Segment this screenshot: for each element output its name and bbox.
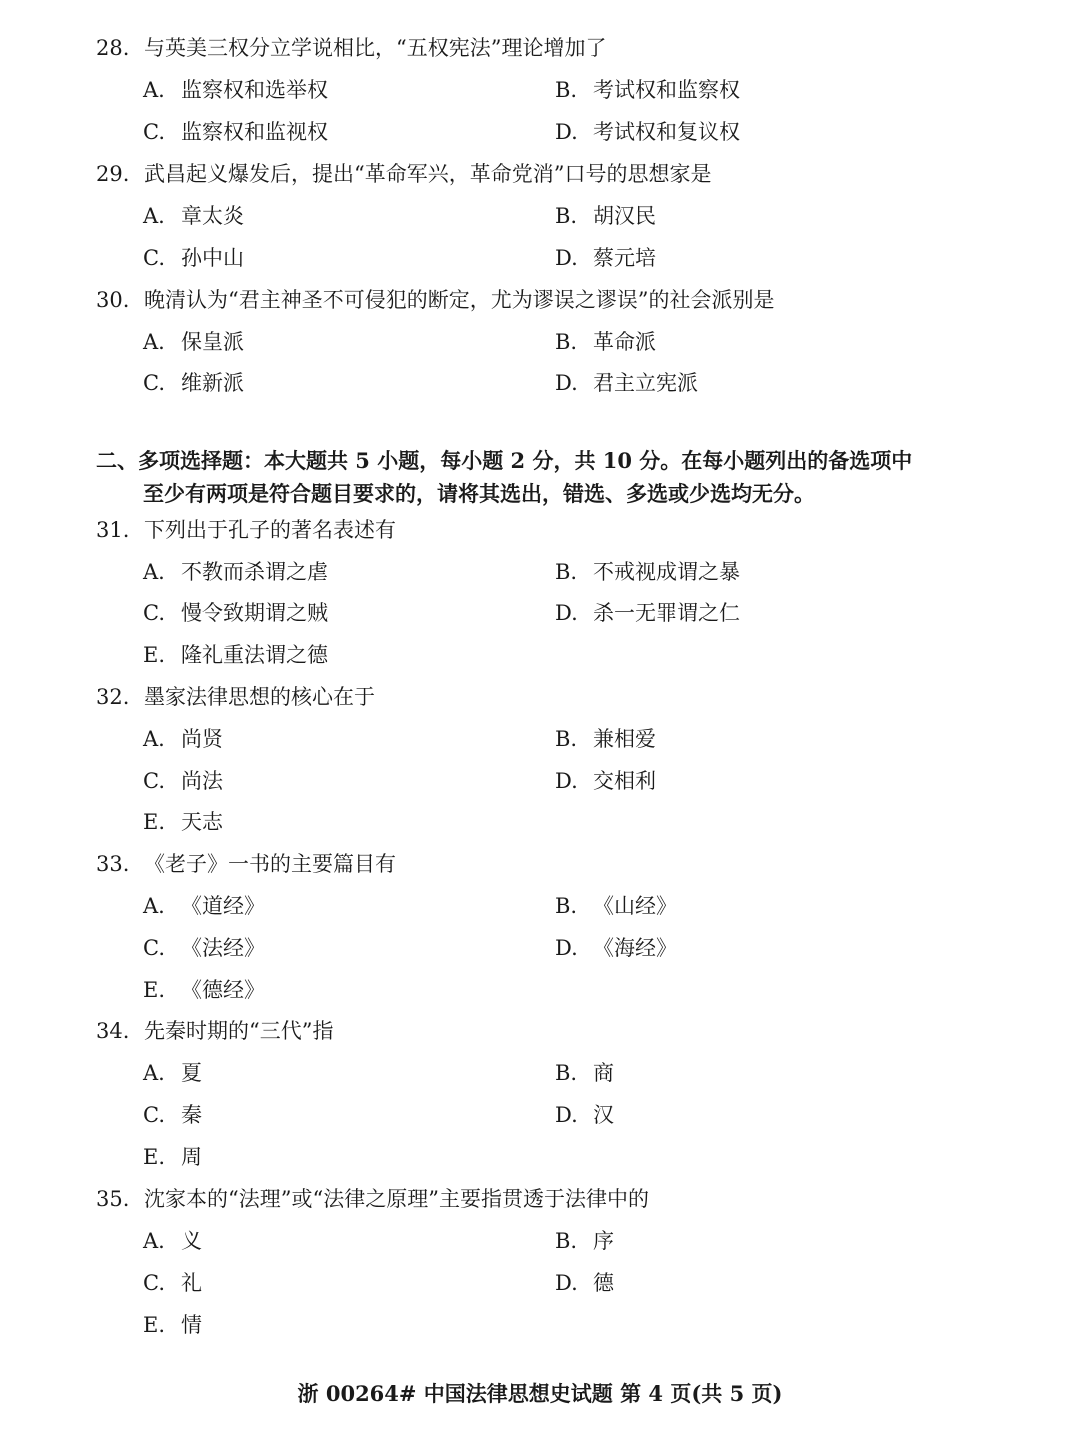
text-label: 孙中山 bbox=[181, 246, 244, 270]
option-letter: D. bbox=[555, 120, 578, 144]
question-32-option-c bbox=[143, 767, 223, 795]
question-30-stem bbox=[96, 286, 774, 314]
question-31-option-c bbox=[143, 599, 328, 627]
question-33-option-a bbox=[143, 892, 265, 920]
text-label: 监察权和选举权 bbox=[181, 78, 328, 102]
text-label: 交相利 bbox=[593, 769, 656, 793]
option-letter: A. bbox=[143, 560, 165, 584]
question-32-option-b bbox=[555, 725, 656, 753]
option-letter: B. bbox=[555, 78, 578, 102]
question-32-option-e bbox=[143, 808, 223, 836]
question-28-option-c bbox=[143, 118, 328, 146]
option-letter: E. bbox=[143, 1313, 166, 1337]
question-34-stem bbox=[96, 1017, 333, 1045]
option-letter: C. bbox=[143, 246, 165, 270]
option-letter: D. bbox=[555, 246, 578, 270]
question-30-option-d bbox=[555, 369, 698, 397]
question-28-stem bbox=[96, 34, 606, 62]
text-label: 蔡元培 bbox=[593, 246, 656, 270]
text-label: 《道经》 bbox=[181, 894, 265, 918]
question-34-option-a bbox=[143, 1059, 202, 1087]
question-35-option-b bbox=[555, 1227, 614, 1255]
option-letter: A. bbox=[143, 1061, 165, 1085]
question-number: 31. bbox=[96, 518, 130, 542]
text-label: 秦 bbox=[181, 1103, 202, 1127]
question-31-option-b bbox=[555, 558, 740, 586]
question-32-option-d bbox=[555, 767, 656, 795]
text-label: 天志 bbox=[181, 810, 223, 834]
question-35-option-a bbox=[143, 1227, 202, 1255]
question-32-stem bbox=[96, 683, 375, 711]
text-label: 义 bbox=[181, 1229, 202, 1253]
question-30-option-a bbox=[143, 328, 244, 356]
question-33-stem bbox=[96, 850, 396, 878]
text-label: 不戒视成谓之暴 bbox=[593, 560, 740, 584]
text-label: 兼相爱 bbox=[593, 727, 656, 751]
question-31-option-d bbox=[555, 599, 740, 627]
question-number: 34. bbox=[96, 1019, 130, 1043]
question-33-option-b bbox=[555, 892, 677, 920]
text-label: 与英美三权分立学说相比，“五权宪法”理论增加了 bbox=[144, 36, 607, 60]
text-label: 君主立宪派 bbox=[593, 371, 698, 395]
question-35-option-c bbox=[143, 1269, 202, 1297]
option-letter: B. bbox=[555, 1061, 578, 1085]
text-label: 《老子》一书的主要篇目有 bbox=[144, 852, 396, 876]
option-letter: A. bbox=[143, 727, 165, 751]
text-label: 尚贤 bbox=[181, 727, 223, 751]
text-label: 维新派 bbox=[181, 371, 244, 395]
option-letter: C. bbox=[143, 371, 165, 395]
question-33-option-d bbox=[555, 934, 677, 962]
text-label: 下列出于孔子的著名表述有 bbox=[144, 518, 396, 542]
option-letter: C. bbox=[143, 936, 165, 960]
option-letter: C. bbox=[143, 1271, 165, 1295]
question-number: 29. bbox=[96, 162, 130, 186]
text-label: 保皇派 bbox=[181, 330, 244, 354]
section-heading-multiple-choice bbox=[96, 444, 912, 510]
option-letter: D. bbox=[555, 1103, 578, 1127]
section-heading-line2: 至少有两项是符合题目要求的，请将其选出，错选、多选或少选均无分。 bbox=[143, 481, 815, 506]
question-31-option-e bbox=[143, 641, 328, 669]
text-label: 墨家法律思想的核心在于 bbox=[144, 685, 375, 709]
text-label: 章太炎 bbox=[181, 204, 244, 228]
text-label: 周 bbox=[181, 1145, 202, 1169]
question-29-option-d bbox=[555, 244, 656, 272]
option-letter: D. bbox=[555, 371, 578, 395]
option-letter: E. bbox=[143, 810, 166, 834]
text-label: 隆礼重法谓之德 bbox=[181, 643, 328, 667]
text-label: 礼 bbox=[181, 1271, 202, 1295]
question-35-stem bbox=[96, 1185, 649, 1213]
question-31-stem bbox=[96, 516, 396, 544]
question-28-option-d bbox=[555, 118, 740, 146]
text-label: 《海经》 bbox=[593, 936, 677, 960]
page-footer: 浙 00264# 中国法律思想史试题 第 4 页(共 5 页) bbox=[297, 1381, 783, 1406]
text-label: 杀一无罪谓之仁 bbox=[593, 601, 740, 625]
question-29-stem bbox=[96, 160, 711, 188]
text-label: 不教而杀谓之虐 bbox=[181, 560, 328, 584]
question-29-option-c bbox=[143, 244, 244, 272]
question-33-option-c bbox=[143, 934, 265, 962]
option-letter: E. bbox=[143, 643, 166, 667]
question-33-option-e bbox=[143, 976, 265, 1004]
text-label: 夏 bbox=[181, 1061, 202, 1085]
text-label: 情 bbox=[181, 1313, 202, 1337]
question-34-option-c bbox=[143, 1101, 202, 1129]
option-letter: E. bbox=[143, 1145, 166, 1169]
question-number: 33. bbox=[96, 852, 130, 876]
question-34-option-b bbox=[555, 1059, 614, 1087]
question-number: 30. bbox=[96, 288, 130, 312]
option-letter: C. bbox=[143, 1103, 165, 1127]
option-letter: C. bbox=[143, 120, 165, 144]
question-34-option-e bbox=[143, 1143, 202, 1171]
text-label: 汉 bbox=[593, 1103, 614, 1127]
option-letter: B. bbox=[555, 204, 578, 228]
option-letter: B. bbox=[555, 330, 578, 354]
option-letter: C. bbox=[143, 769, 165, 793]
question-number: 35. bbox=[96, 1187, 130, 1211]
text-label: 商 bbox=[593, 1061, 614, 1085]
question-29-option-b bbox=[555, 202, 656, 230]
question-35-option-d bbox=[555, 1269, 614, 1297]
question-number: 32. bbox=[96, 685, 130, 709]
option-letter: A. bbox=[143, 204, 165, 228]
text-label: 《法经》 bbox=[181, 936, 265, 960]
text-label: 武昌起义爆发后，提出“革命军兴，革命党消”口号的思想家是 bbox=[144, 162, 712, 186]
question-35-option-e bbox=[143, 1311, 202, 1339]
question-28-option-a bbox=[143, 76, 328, 104]
option-letter: D. bbox=[555, 936, 578, 960]
text-label: 《德经》 bbox=[181, 978, 265, 1002]
text-label: 晚清认为“君主神圣不可侵犯的断定，尤为谬误之谬误”的社会派别是 bbox=[144, 288, 775, 312]
option-letter: B. bbox=[555, 894, 578, 918]
text-label: 慢令致期谓之贼 bbox=[181, 601, 328, 625]
text-label: 监察权和监视权 bbox=[181, 120, 328, 144]
question-29-option-a bbox=[143, 202, 244, 230]
text-label: 革命派 bbox=[593, 330, 656, 354]
option-letter: A. bbox=[143, 894, 165, 918]
question-28-option-b bbox=[555, 76, 740, 104]
option-letter: C. bbox=[143, 601, 165, 625]
question-32-option-a bbox=[143, 725, 223, 753]
question-34-option-d bbox=[555, 1101, 614, 1129]
option-letter: A. bbox=[143, 330, 165, 354]
option-letter: B. bbox=[555, 560, 578, 584]
question-30-option-b bbox=[555, 328, 656, 356]
text-label: 先秦时期的“三代”指 bbox=[144, 1019, 334, 1043]
option-letter: B. bbox=[555, 1229, 578, 1253]
question-30-option-c bbox=[143, 369, 244, 397]
option-letter: E. bbox=[143, 978, 166, 1002]
text-label: 考试权和监察权 bbox=[593, 78, 740, 102]
text-label: 尚法 bbox=[181, 769, 223, 793]
option-letter: B. bbox=[555, 727, 578, 751]
option-letter: A. bbox=[143, 1229, 165, 1253]
option-letter: D. bbox=[555, 769, 578, 793]
option-letter: D. bbox=[555, 1271, 578, 1295]
text-label: 序 bbox=[593, 1229, 614, 1253]
text-label: 德 bbox=[593, 1271, 614, 1295]
text-label: 胡汉民 bbox=[593, 204, 656, 228]
option-letter: D. bbox=[555, 601, 578, 625]
text-label: 考试权和复议权 bbox=[593, 120, 740, 144]
text-label: 沈家本的“法理”或“法律之原理”主要指贯透于法律中的 bbox=[144, 1187, 649, 1211]
section-heading-line1: 二、多项选择题：本大题共 5 小题，每小题 2 分，共 10 分。在每小题列出的备选项中 bbox=[96, 448, 913, 473]
question-31-option-a bbox=[143, 558, 328, 586]
text-label: 《山经》 bbox=[593, 894, 677, 918]
question-number: 28. bbox=[96, 36, 130, 60]
option-letter: A. bbox=[143, 78, 165, 102]
